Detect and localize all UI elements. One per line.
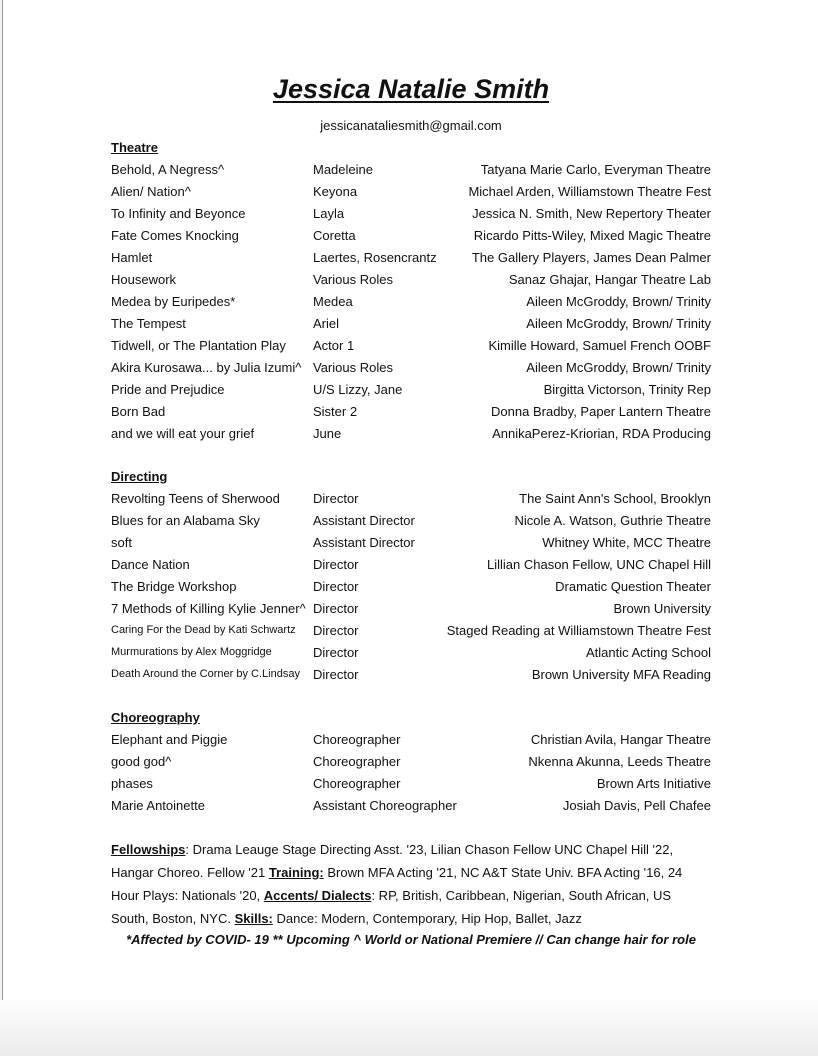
fellowships-label: Fellowships [111, 842, 186, 857]
credit-role: Actor 1 [313, 338, 355, 353]
credit-role: Director [313, 645, 359, 660]
credit-title: Revolting Teens of Sherwood [111, 491, 280, 506]
credit-title: Alien/ Nation^ [111, 184, 191, 199]
page-background [0, 1000, 818, 1056]
credit-role: Director [313, 557, 359, 572]
credit-company: Atlantic Acting School [585, 645, 711, 660]
credit-company: Josiah Davis, Pell Chafee [562, 798, 711, 813]
credit-role: Sister 2 [313, 404, 358, 419]
credit-title: 7 Methods of Killing Kylie Jenner^ [111, 601, 306, 616]
credit-title: Hamlet [111, 250, 153, 265]
directing-credit-row [111, 513, 711, 535]
credit-title: Housework [111, 272, 177, 287]
credit-company: Donna Bradby, Paper Lantern Theatre [491, 404, 711, 419]
credit-company: Dramatic Question Theater [555, 579, 711, 594]
directing-credit-row [111, 491, 711, 513]
credit-company: Birgitta Victorson, Trinity Rep [543, 382, 711, 397]
credit-company: Kimille Howard, Samuel French OOBF [488, 338, 711, 353]
directing-credit-row [111, 579, 711, 601]
credit-role: Various Roles [313, 360, 393, 375]
credit-company: Christian Avila, Hangar Theatre [530, 732, 711, 747]
resume-page [2, 0, 818, 1000]
directing-credit-row [111, 557, 711, 579]
credit-title: Death Around the Corner by C.Lindsay [111, 668, 300, 680]
directing-credit-row [111, 623, 711, 645]
theatre-credit-row [111, 250, 711, 272]
credit-role: Keyona [313, 184, 358, 199]
credit-title: Blues for an Alabama Sky [111, 513, 260, 528]
credit-company: The Saint Ann's School, Brooklyn [519, 491, 711, 506]
credit-company: Brown University [613, 601, 711, 616]
directing-credit-row [111, 645, 711, 667]
accents-text: : RP, British, Caribbean, Nigerian, South African, US South, Boston, NYC. [111, 888, 672, 926]
training-label: Training: [268, 865, 324, 880]
accents-label: Accents/ Dialects [263, 888, 372, 903]
credit-role: Director [313, 491, 359, 506]
choreography-credit-row [111, 754, 711, 776]
skills-text: Dance: Modern, Contemporary, Hip Hop, Ballet, Jazz [272, 911, 582, 926]
credit-title: To Infinity and Beyonce [111, 206, 246, 221]
credit-role: Various Roles [313, 272, 393, 287]
credit-role: Director [313, 623, 359, 638]
credit-company: Staged Reading at Williamstown Theatre Fest [446, 623, 711, 638]
credit-role: Choreographer [313, 776, 401, 791]
credit-company: Nicole A. Watson, Guthrie Theatre [514, 513, 711, 528]
credit-title: Medea by Euripedes* [111, 294, 236, 309]
credit-company: Tatyana Marie Carlo, Everyman Theatre [480, 162, 711, 177]
theatre-credit-row [111, 404, 711, 426]
footnote: *Affected by COVID- 19 ** Upcoming ^ World or National Premiere // Can change hair for role [126, 932, 696, 947]
credit-role: Choreographer [313, 732, 401, 747]
credit-title: and we will eat your grief [111, 426, 255, 441]
theatre-credit-row [111, 338, 711, 360]
theatre-credit-row [111, 228, 711, 250]
credit-title: The Bridge Workshop [111, 579, 237, 594]
theatre-credit-row [111, 206, 711, 228]
directing-credit-row [111, 535, 711, 557]
credit-title: Tidwell, or The Plantation Play [111, 338, 286, 353]
credit-company: The Gallery Players, James Dean Palmer [471, 250, 711, 265]
credit-role: June [313, 426, 342, 441]
credit-company: Ricardo Pitts-Wiley, Mixed Magic Theatre [473, 228, 711, 243]
choreography-heading: Choreography [111, 710, 200, 725]
credit-company: Jessica N. Smith, New Repertory Theater [472, 206, 711, 221]
credit-title: Pride and Prejudice [111, 382, 225, 397]
credit-company: Brown University MFA Reading [531, 667, 711, 682]
credit-company: Nkenna Akunna, Leeds Theatre [528, 754, 711, 769]
choreography-credit-row [111, 732, 711, 754]
credit-company: Sanaz Ghajar, Hangar Theatre Lab [508, 272, 711, 287]
training-text: Brown MFA Acting '21, NC A&T State Univ. BFA Acting '16, 24 Hour Plays: Nationals '20, [111, 865, 683, 903]
theatre-credit-row [111, 426, 711, 448]
theatre-credit-row [111, 316, 711, 338]
credit-role: Assistant Director [313, 513, 415, 528]
credit-title: Marie Antoinette [111, 798, 205, 813]
credit-company: Brown Arts Initiative [596, 776, 711, 791]
credit-company: Aileen McGroddy, Brown/ Trinity [526, 294, 711, 309]
skills-label: Skills: [234, 911, 273, 926]
directing-heading: Directing [111, 469, 168, 484]
credit-role: Ariel [313, 316, 340, 331]
credit-title: Behold, A Negress^ [111, 162, 225, 177]
credit-title: Caring For the Dead by Kati Schwartz [111, 624, 296, 636]
email-address: jessicanataliesmith@gmail.com [320, 118, 502, 133]
credit-company: Michael Arden, Williamstown Theatre Fest [468, 184, 711, 199]
credit-role: Choreographer [313, 754, 401, 769]
choreography-credit-row [111, 776, 711, 798]
credit-title: Murmurations by Alex Moggridge [111, 646, 272, 658]
credit-company: Whitney White, MCC Theatre [542, 535, 711, 550]
choreography-credit-row [111, 798, 711, 820]
credit-company: Aileen McGroddy, Brown/ Trinity [526, 360, 711, 375]
credit-company: Aileen McGroddy, Brown/ Trinity [526, 316, 711, 331]
credit-role: Madeleine [313, 162, 373, 177]
credit-role: Director [313, 601, 359, 616]
credit-title: Dance Nation [111, 557, 190, 572]
directing-credit-row [111, 601, 711, 623]
theatre-credit-row [111, 382, 711, 404]
credit-role: Director [313, 579, 359, 594]
theatre-credit-row [111, 162, 711, 184]
credit-title: good god^ [111, 754, 172, 769]
credit-title: Akira Kurosawa... by Julia Izumi^ [111, 360, 302, 375]
credit-title: Elephant and Piggie [111, 732, 228, 747]
credit-role: Assistant Director [313, 535, 415, 550]
credit-role: Assistant Choreographer [313, 798, 457, 813]
credit-company: AnnikaPerez-Kriorian, RDA Producing [492, 426, 711, 441]
fellowships-text: : Drama Leauge Stage Directing Asst. '23, Lilian Chason Fellow UNC Chapel Hill '22, Hangar Choreo. Fellow '21 [111, 842, 674, 880]
theatre-credit-row [111, 360, 711, 382]
credit-title: Born Bad [111, 404, 166, 419]
resume-name: Jessica Natalie Smith [272, 74, 550, 104]
theatre-credit-row [111, 272, 711, 294]
theatre-credit-row [111, 184, 711, 206]
credit-title: soft [111, 535, 132, 550]
credit-role: Medea [313, 294, 353, 309]
credit-title: Fate Comes Knocking [111, 228, 239, 243]
credit-title: The Tempest [111, 316, 186, 331]
credit-role: Layla [313, 206, 345, 221]
theatre-credit-row [111, 294, 711, 316]
credit-role: Coretta [313, 228, 356, 243]
credit-role: Director [313, 667, 359, 682]
credit-role: Laertes, Rosencrantz [313, 250, 437, 265]
credit-company: Lillian Chason Fellow, UNC Chapel Hill [487, 557, 711, 572]
theatre-heading: Theatre [111, 140, 158, 155]
extras-paragraph [111, 838, 691, 930]
credit-role: U/S Lizzy, Jane [313, 382, 403, 397]
credit-title: phases [111, 776, 153, 791]
directing-credit-row [111, 667, 711, 689]
